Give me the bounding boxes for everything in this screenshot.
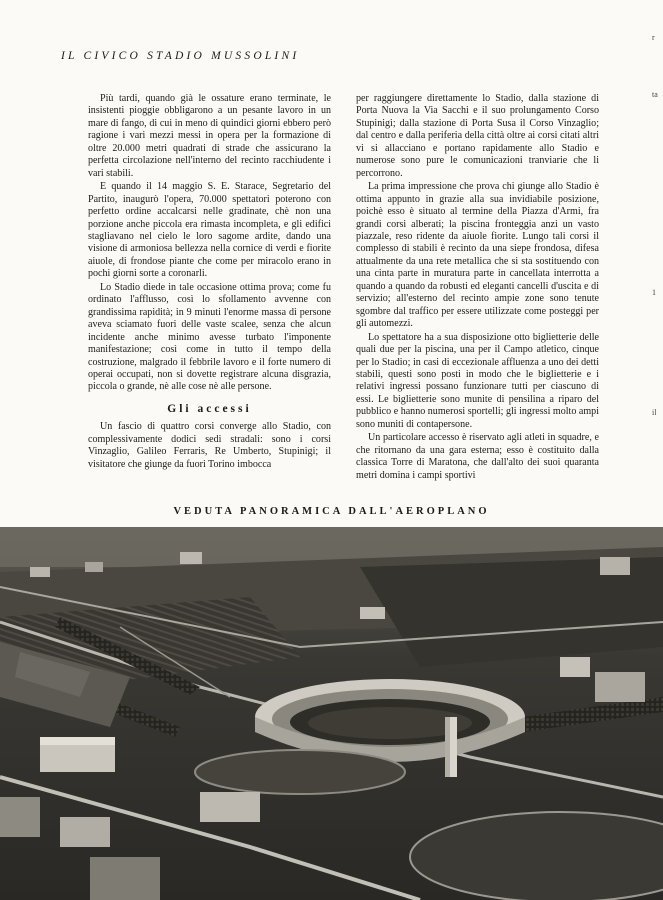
paragraph: Un fascio di quattro corsi converge allo Stadio, con complessivamente dodici sedi stradali: sono i corsi Vinzaglio, Galileo Ferraris, Re Umberto, Stupinigi; il visitatore che giunge da fuori Torino imbocca xyxy=(88,421,331,470)
aerial-stadium-illustration xyxy=(0,527,663,900)
margin-mark: r xyxy=(652,33,655,42)
running-head: IL CIVICO STADIO MUSSOLINI xyxy=(61,50,300,62)
paragraph: per raggiungere direttamente lo Stadio, dalla stazione di Porta Nuova la Via Sacchi e il suo prolungamento Corso Stupinigi; dalla stazione di Porta Susa il Corso Vinzaglio; dal centro e dalla periferia della città oltre ai corsi citati altri vi si allacciano e portano rapidamente allo Stadio e numerose sono pure le comunicazioni tranviarie che li percorrono. xyxy=(356,93,599,179)
margin-mark: 1 xyxy=(652,288,656,297)
paragraph: Più tardi, quando già le ossature erano terminate, le insistenti pioggie obbligarono a un pesante lavoro in un mare di fango, di cui in meno di quindici giorni ebbero però ragione i vari mezzi messi in opera per la formazione di oltre 20.000 metri quadrati di strade che assicurano la perfetta circolazione nell'interno del recinto racchiudente i vari stabili. xyxy=(88,93,331,179)
photo-caption: VEDUTA PANORAMICA DALL'AEROPLANO xyxy=(173,506,490,517)
paragraph: Lo Stadio diede in tale occasione ottima prova; come fu ordinato l'afflusso, così lo sfollamento avvenne con grandissima rapidità; in 9 minuti l'enorme massa di persone aveva sciamato fuori delle vaste scalee, senza che alcun incidente anche minimo avesse turbato l'imponente manifestazione; così come in tutto il tempo della costruzione, malgrado il febbrile lavoro e il forte numero di operai occupati, non si dovette registrare alcuna disgrazia, piccola o grande, nè alle cose nè alle persone. xyxy=(88,281,331,393)
margin-mark: il xyxy=(652,408,657,417)
left-column xyxy=(88,93,331,472)
margin-mark: ta xyxy=(652,90,658,99)
paragraph: Un particolare accesso è riservato agli atleti in squadre, e che ritornano da una gara esterna; esso è costituito dalla classica Torre di Maratona, che dall'alto dei suoi quaranta metri domina i campi sportivi xyxy=(356,432,599,481)
aerial-photo xyxy=(0,527,663,900)
paragraph: Lo spettatore ha a sua disposizione otto biglietterie delle quali due per la piscina, una per il Campo atletico, cinque per lo Stadio; in casi di eccezionale affluenza a uno dei detti stabili, questi sono posti in modo che le biglietterie e i relativi ingressi possano funzionare tutti per ciascuno di essi. Le biglietterie sono munite di pensilina a riparo del pubblico e hanno numerosi sportelli; gli ingressi molto ampi sono muniti di contapersone. xyxy=(356,331,599,430)
paragraph: E quando il 14 maggio S. E. Starace, Segretario del Partito, inaugurò l'opera, 70.000 spettatori poterono con perfetto ordine accalcarsi nelle gradinate, chè non una porzione anche piccola era rimasta incompleta, e gli edifici stagliavano nel cielo le loro sagome ardite, dando una visione di armoniosa bellezza nella cornice di verdi e fiorite aiuole, di frondose piante che come per miracolo erano in pochi giorni sorte a coronarli. xyxy=(88,181,331,280)
paragraph: La prima impressione che prova chi giunge allo Stadio è ottima appunto in grazie alla sua invidiabile posizione, poichè esso è situato al termine della Piazza d'Armi, fra grandi corsi alberati; la piscina fronteggia anzi un vasto piazzale, reso ridente da aiuole fiorite. Lungo tali corsi il complesso di stabili è recinto da una siepe frondosa, difesa attualmente da una rete metallica che si sta sostituendo con una cinta parte in muratura parte in cancellata interrotta a quando a quando da robusti ed eleganti cancelli d'uscita e di servizio; all'esterno del recinto ampie zone sono tenute sgombre dal traffico per essere utilizzate come posteggi per gli automezzi. xyxy=(356,181,599,330)
right-column xyxy=(356,93,599,483)
section-heading: Gli accessi xyxy=(167,402,252,415)
